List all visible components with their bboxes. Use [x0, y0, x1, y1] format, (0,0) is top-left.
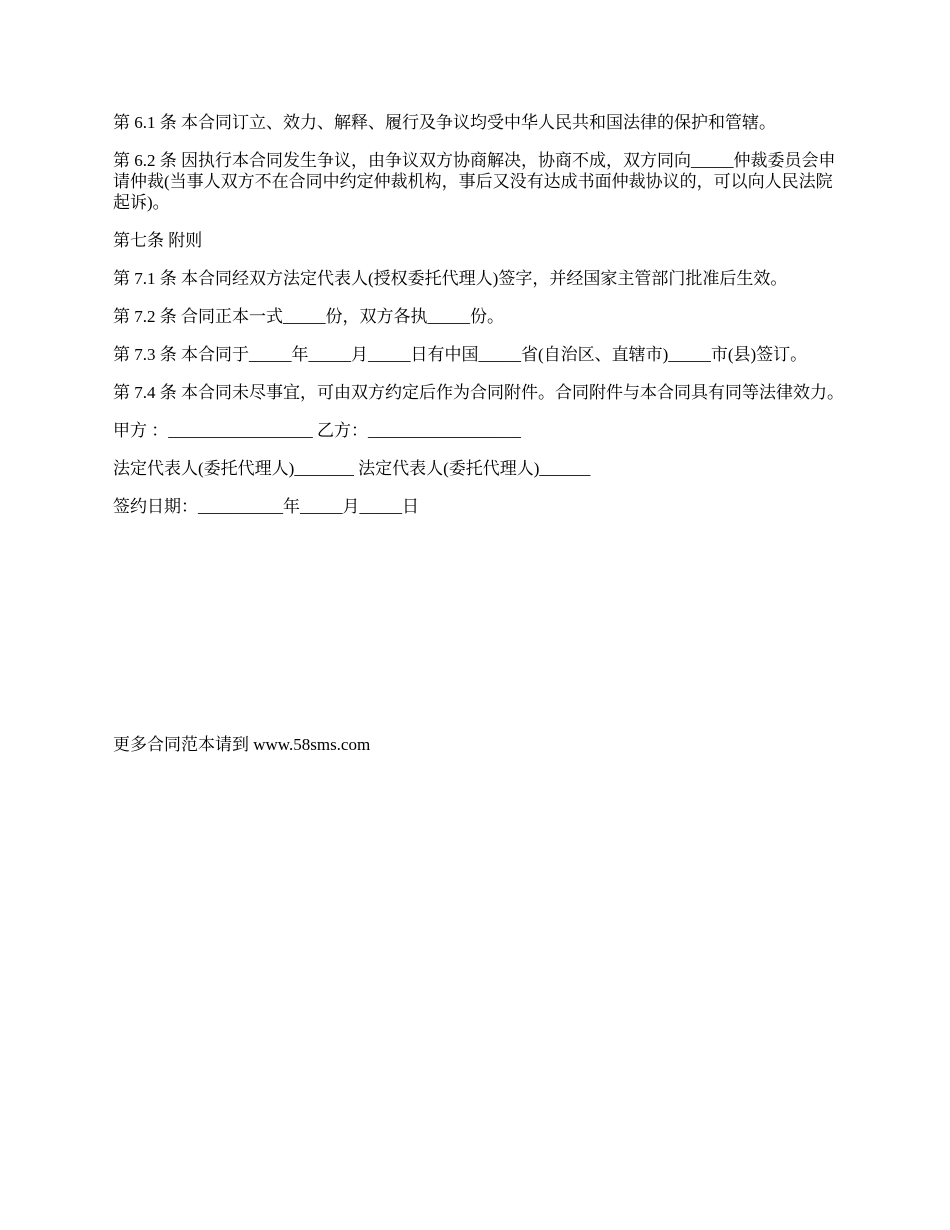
party-signature-line: 甲方 ：_________________ 乙方：__________________ [113, 421, 521, 440]
article-7-1: 第 7.1 条 本合同经双方法定代表人(授权委托代理人)签字，并经国家主管部门批准后生效。 [113, 269, 788, 288]
section-7-heading: 第七条 附则 [113, 231, 203, 250]
article-7-3: 第 7.3 条 本合同于_____年_____月_____日有中国_____省(自治区、直辖市)_____市(县)签订。 [113, 345, 808, 364]
article-6-2: 第 6.2 条 因执行本合同发生争议，由争议双方协商解决，协商不成，双方同向_____仲裁委员会申请仲裁(当事人双方不在合同中约定仲裁机构，事后又没有达成书面仲裁协议的，可以向人民法院起诉)。 [113, 151, 836, 212]
article-6-1: 第 6.1 条 本合同订立、效力、解释、履行及争议均受中华人民共和国法律的保护和管辖。 [113, 113, 776, 132]
document-body [113, 112, 848, 534]
article-7-4: 第 7.4 条 本合同未尽事宜，可由双方约定后作为合同附件。合同附件与本合同具有同等法律效力。 [113, 383, 844, 402]
signing-date-line: 签约日期：__________年_____月_____日 [113, 497, 419, 516]
footer-note: 更多合同范本请到 www.58sms.com [113, 735, 371, 754]
article-7-2: 第 7.2 条 合同正本一式_____份，双方各执_____份。 [113, 307, 504, 326]
representative-signature-line: 法定代表人(委托代理人)_______ 法定代表人(委托代理人)______ [113, 459, 591, 478]
